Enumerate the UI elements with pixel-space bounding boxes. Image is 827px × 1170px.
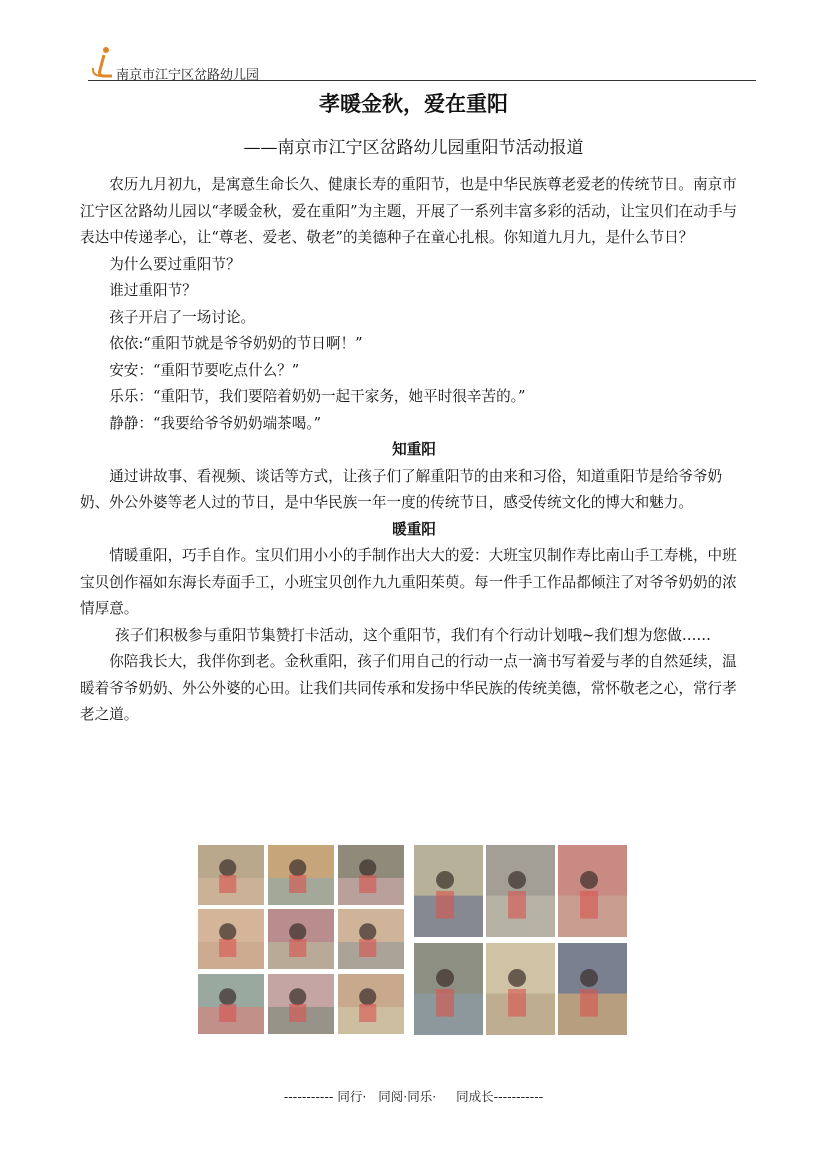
activity-photo xyxy=(268,845,334,905)
dialogue-3: 乐乐：“重阳节，我们要陪着奶奶一起干家务，她平时很辛苦的。” xyxy=(109,388,526,405)
question-2: 谁过重阳节？ xyxy=(109,282,197,299)
activity-photo xyxy=(414,845,483,937)
activity-photo xyxy=(338,909,404,969)
page-subtitle: ——南京市江宁区岔路幼儿园重阳节活动报道 xyxy=(243,138,584,158)
dialogue-4: 静静：“我要给爷爷奶奶端茶喝。” xyxy=(109,414,322,432)
activity-photo xyxy=(268,909,334,969)
page-footer: ----------- 同行· 同阅·同乐· 同成长----------- xyxy=(283,1089,544,1104)
activity-photo xyxy=(268,974,334,1034)
question-1: 为什么要过重阳节？ xyxy=(109,255,241,273)
article-body xyxy=(80,172,748,729)
activity-photo xyxy=(338,845,404,905)
school-name: 南京市江宁区岔路幼儿园 xyxy=(116,68,260,83)
activity-photo xyxy=(414,943,483,1035)
question-3: 孩子开启了一场讨论。 xyxy=(109,308,256,326)
activity-photo xyxy=(486,845,555,937)
paragraph-4: 你陪我长大，我伴你到老。金秋重阳，孩子们用自己的行动一点一滴书写着爱与孝的自然延续，温暖着爷爷奶奶、外公外婆的心田。让我们共同传承和发扬中华民族的传统美德，常怀敬老之心，常行孝老之道。 xyxy=(80,653,737,723)
paragraph-2: 情暖重阳，巧手自作。宝贝们用小小的手制作出大大的爱：大班宝贝制作寿比南山手工寿桃，中班宝贝创作福如东海长寿面手工，小班宝贝创作九九重阳茱萸。每一件手工作品都倾注了对爷爷奶奶的浓情厚意。 xyxy=(80,547,737,617)
activity-photo xyxy=(558,845,627,937)
school-logo-icon xyxy=(90,46,116,78)
section-heading-1: 知重阳 xyxy=(392,441,436,458)
page-title: 孝暖金秋，爱在重阳 xyxy=(319,91,508,116)
activity-photo xyxy=(338,974,404,1034)
paragraph-3: 孩子们积极参与重阳节集赞打卡活动，这个重阳节，我们有个行动计划哦~我们想为您做…… xyxy=(115,626,712,644)
dialogue-1: 依依:“重阳节就是爷爷奶奶的节日啊！” xyxy=(109,335,363,352)
paragraph-1: 通过讲故事、看视频、谈话等方式，让孩子们了解重阳节的由来和习俗，知道重阳节是给爷爷奶奶、外公外婆等老人过的节日，是中华民族一年一度的传统节日，感受传统文化的博大和魅力。 xyxy=(80,467,723,511)
section-heading-2: 暖重阳 xyxy=(392,520,436,538)
activity-photo xyxy=(198,974,264,1034)
dialogue-2: 安安：“重阳节要吃点什么？” xyxy=(109,361,300,379)
activity-photo xyxy=(558,943,627,1035)
page-header xyxy=(88,44,756,81)
activity-photo xyxy=(198,845,264,905)
paragraph-intro: 农历九月初九，是寓意生命长久、健康长寿的重阳节，也是中华民族尊老爱老的传统节日。南京市江宁区岔路幼儿园以“孝暖金秋，爱在重阳”为主题，开展了一系列丰富多彩的活动，让宝贝们在动手与表达中传递孝心，让“尊老、爱老、敬老”的美德种子在童心扎根。你知道九月九，是什么节日？ xyxy=(80,176,738,246)
activity-photo xyxy=(486,943,555,1035)
activity-photo xyxy=(198,909,264,969)
